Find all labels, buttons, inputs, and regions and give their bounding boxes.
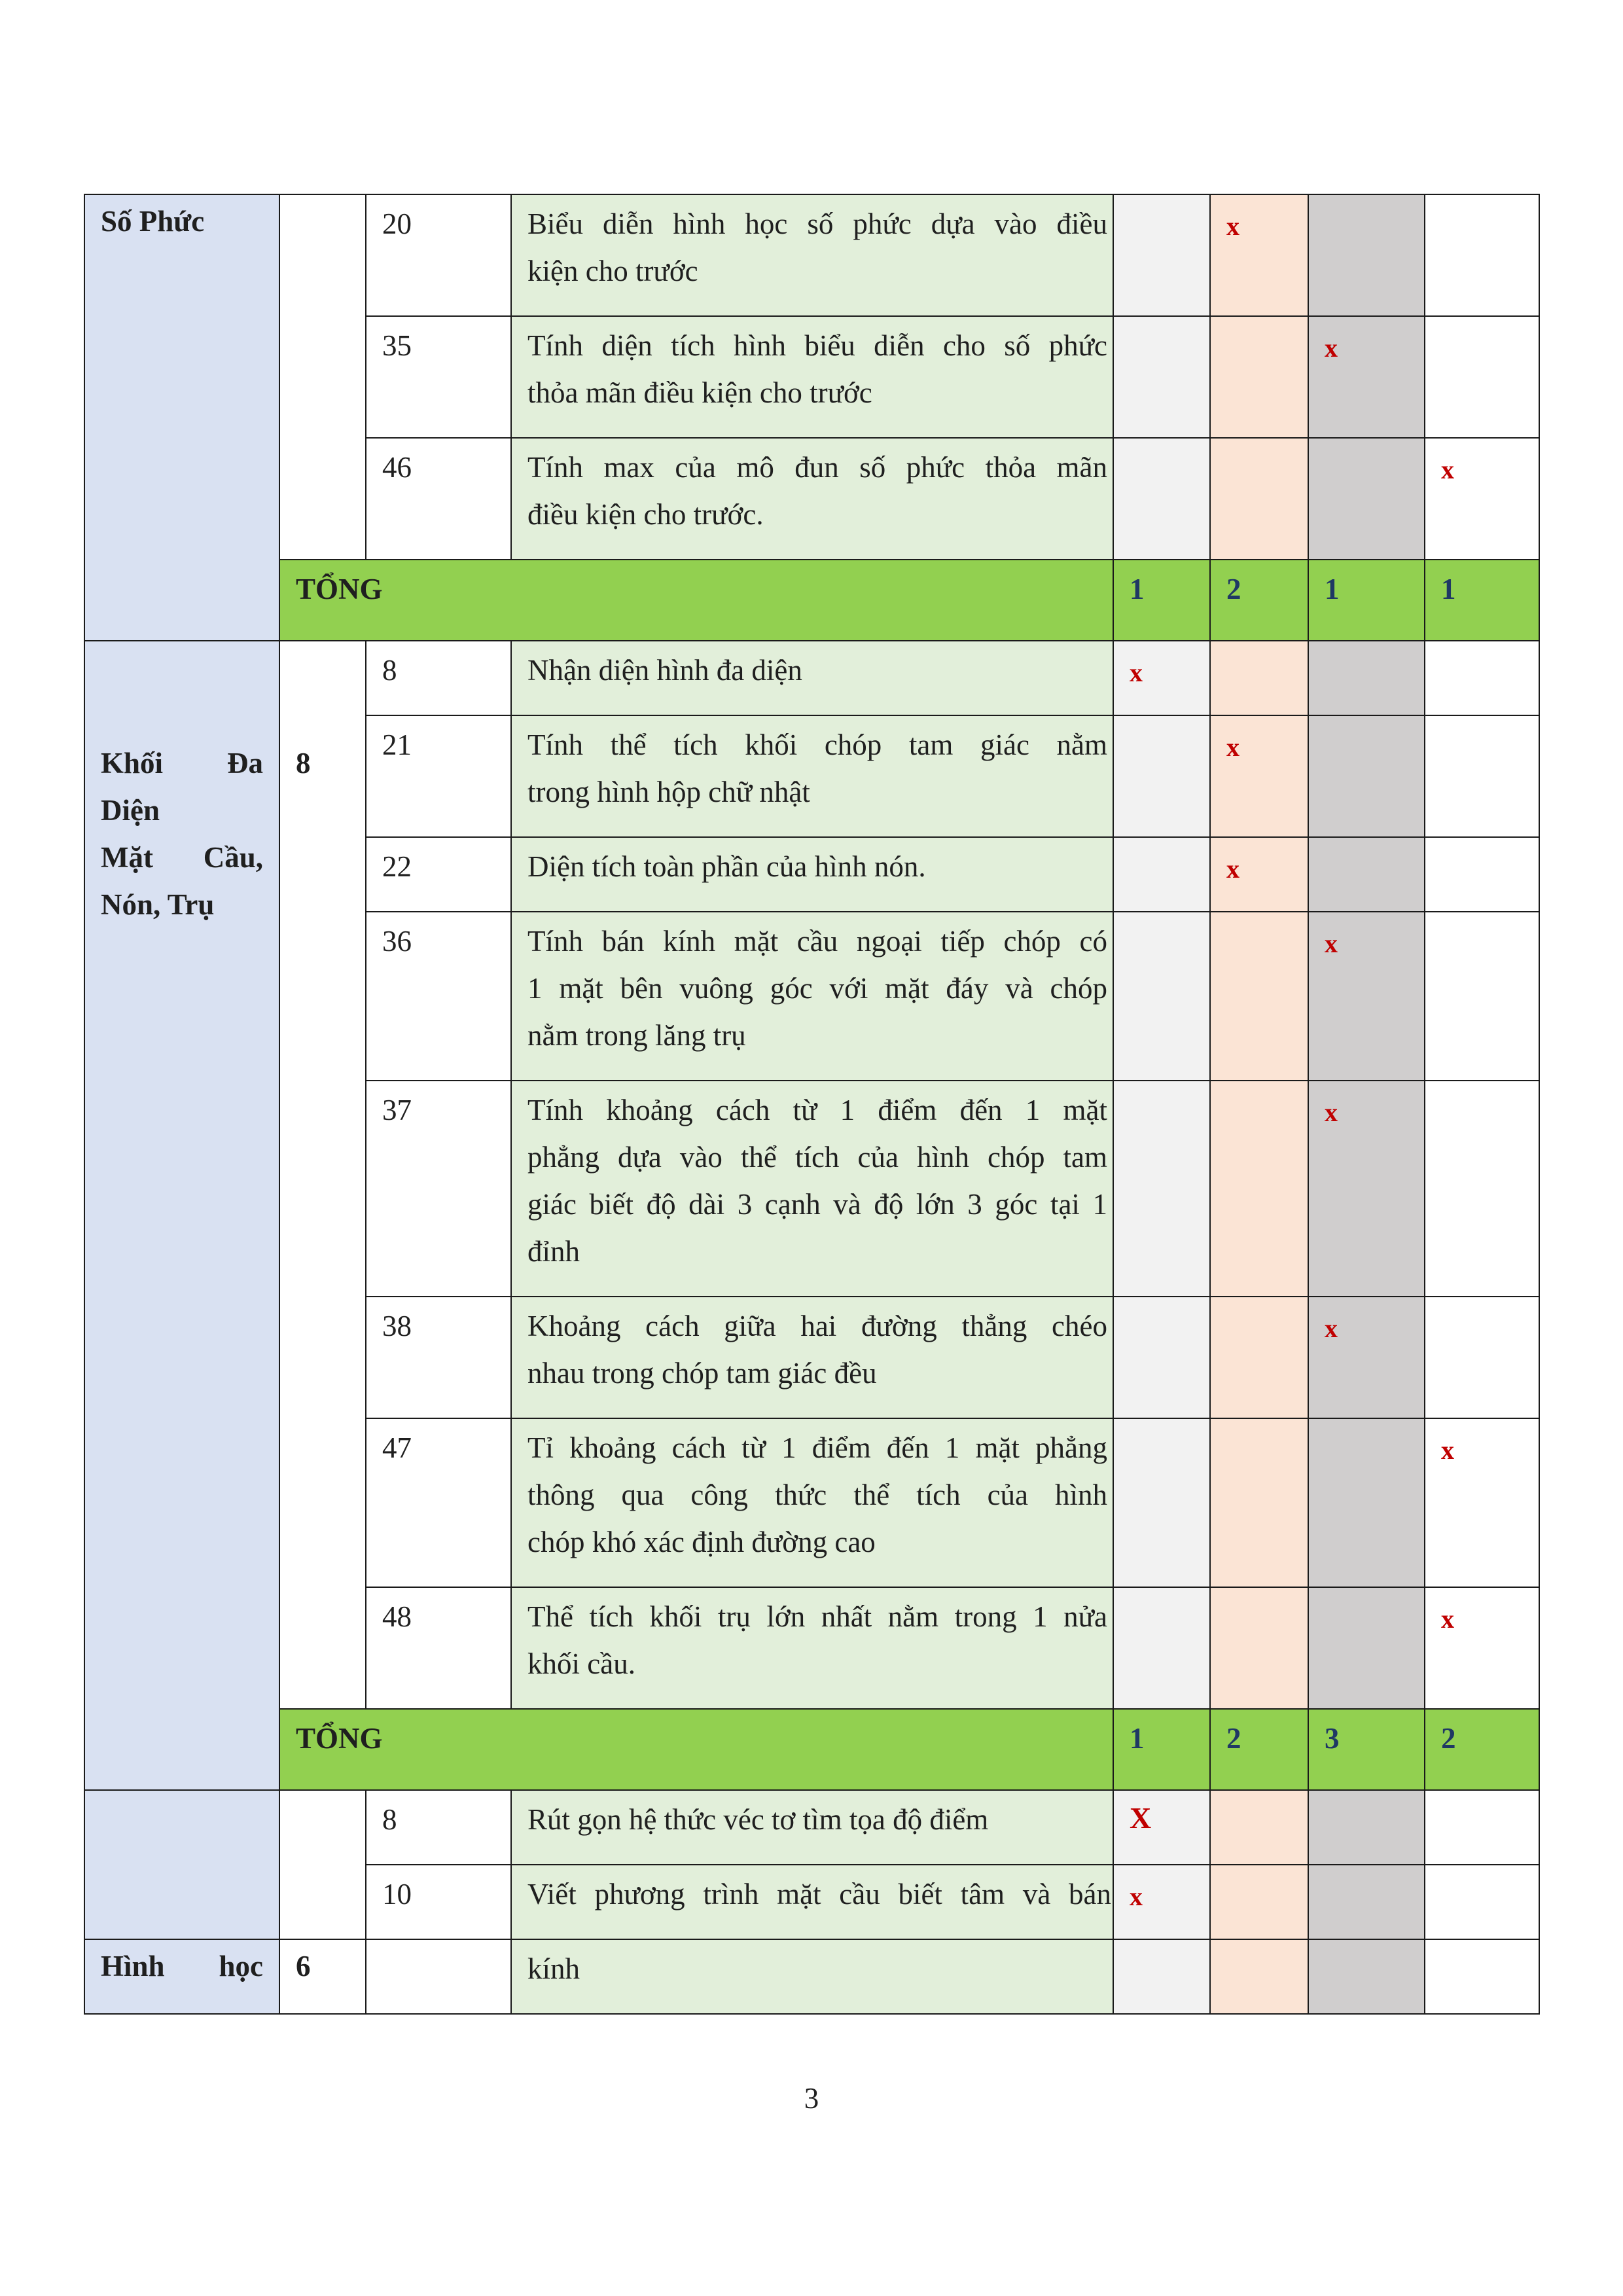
level-1-cell [1113,715,1210,837]
level-1-cell [1113,194,1210,316]
topic-cell [84,1939,279,2014]
question-description [511,641,1113,715]
description-line: Biểu diễn hình học số phức dựa vào điều [527,207,1107,240]
topic-cell [84,641,279,1790]
level-2-cell [1210,715,1308,837]
question-number: 8 [366,1790,511,1865]
total-level-4: 1 [1425,560,1539,641]
topic-line: Nón, Trụ [101,888,215,921]
question-number: 46 [366,438,511,560]
total-level-4: 2 [1425,1709,1539,1790]
question-number: 48 [366,1587,511,1709]
table-row [84,1790,1539,1865]
description-line: Rút gọn hệ thức véc tơ tìm tọa độ điểm [527,1803,989,1836]
topic-cell-continued [84,1790,279,1939]
description-line: chóp khó xác định đường cao [527,1526,876,1558]
question-description [511,1865,1113,1939]
total-label: TỔNG [279,560,1113,641]
question-number: 47 [366,1418,511,1587]
description-line: khối cầu. [527,1647,635,1680]
total-row [84,560,1539,641]
total-level-1: 1 [1113,1709,1210,1790]
total-level-3: 1 [1308,560,1425,641]
total-level-2: 2 [1210,1709,1308,1790]
description-line: đỉnh [527,1235,580,1268]
question-number: 37 [366,1081,511,1297]
level-mark: X [1130,1801,1152,1835]
page-number: 3 [804,2082,819,2115]
level-3-cell [1308,1418,1425,1587]
question-description [511,316,1113,438]
description-line: Tính thể tích khối chóp tam giác nằm [527,728,1107,761]
description-line: Viết phương trình mặt cầu biết tâm và bán [527,1878,1111,1910]
level-3-cell [1308,194,1425,316]
level-2-cell [1210,438,1308,560]
level-mark: x [1325,333,1338,363]
level-3-cell [1308,837,1425,912]
question-number [366,1939,511,2014]
question-count: 8 [279,641,366,1709]
total-level-2: 2 [1210,560,1308,641]
level-4-cell [1425,641,1539,715]
description-line: thông qua công thức thể tích của hình [527,1479,1107,1511]
level-3-cell [1308,438,1425,560]
level-mark: x [1441,455,1454,484]
level-1-cell [1113,1939,1210,2014]
total-label: TỔNG [279,1709,1113,1790]
description-line: nhau trong chóp tam giác đều [527,1357,877,1390]
level-mark: x [1325,1314,1338,1343]
level-4-cell [1425,1865,1539,1939]
description-line: Thể tích khối trụ lớn nhất nằm trong 1 nửa [527,1600,1107,1633]
table-row [84,641,1539,715]
level-1-cell [1113,912,1210,1081]
level-3-cell [1308,912,1425,1081]
level-3-cell [1308,1587,1425,1709]
level-1-cell [1113,837,1210,912]
description-line: 1 mặt bên vuông góc với mặt đáy và chóp [527,972,1107,1005]
question-description [511,715,1113,837]
topic-line: Diện [101,794,160,827]
description-line: giác biết độ dài 3 cạnh và độ lớn 3 góc tại 1 [527,1188,1107,1221]
level-3-cell [1308,641,1425,715]
description-line: điều kiện cho trước. [527,498,764,531]
level-3-cell [1308,316,1425,438]
question-number: 10 [366,1865,511,1939]
description-line: Tỉ khoảng cách từ 1 điểm đến 1 mặt phẳng [527,1431,1107,1464]
question-number: 8 [366,641,511,715]
level-4-cell [1425,1081,1539,1297]
level-1-cell [1113,1418,1210,1587]
level-1-cell [1113,1587,1210,1709]
total-level-3: 3 [1308,1709,1425,1790]
level-4-cell [1425,316,1539,438]
level-4-cell [1425,912,1539,1081]
level-4-cell [1425,438,1539,560]
question-number: 36 [366,912,511,1081]
description-line: Nhận diện hình đa diện [527,654,802,687]
question-description [511,1297,1113,1418]
level-2-cell [1210,641,1308,715]
count-cell [279,1790,366,1939]
level-3-cell [1308,1939,1425,2014]
count-cell [279,194,366,560]
level-4-cell [1425,715,1539,837]
question-description [511,1939,1113,2014]
level-3-cell [1308,1790,1425,1865]
question-description [511,1081,1113,1297]
description-line: Tính max của mô đun số phức thỏa mãn [527,451,1107,484]
topic-line [101,1943,263,1990]
level-mark: x [1226,211,1240,241]
description-line: phẳng dựa vào thể tích của hình chóp tam [527,1141,1107,1174]
level-mark: x [1325,1098,1338,1127]
description-line: Tính diện tích hình biểu diễn cho số phức [527,329,1107,362]
table-row [84,1939,1539,2014]
description-line: thỏa mãn điều kiện cho trước [527,376,872,409]
topic-word: Hình [101,1950,165,1982]
question-description [511,837,1113,912]
topic-line: Mặt Cầu, [101,841,263,874]
level-2-cell [1210,1587,1308,1709]
level-1-cell [1113,1297,1210,1418]
question-number: 21 [366,715,511,837]
question-description [511,194,1113,316]
level-1-cell [1113,316,1210,438]
level-4-cell [1425,1587,1539,1709]
level-4-cell [1425,1297,1539,1418]
level-2-cell [1210,1297,1308,1418]
level-2-cell [1210,1081,1308,1297]
question-number: 22 [366,837,511,912]
level-mark: x [1130,1882,1143,1911]
level-3-cell [1308,1297,1425,1418]
level-3-cell [1308,1081,1425,1297]
description-line: Khoảng cách giữa hai đường thẳng chéo [527,1310,1107,1342]
level-1-cell [1113,1081,1210,1297]
level-2-cell [1210,194,1308,316]
description-line: Diện tích toàn phần của hình nón. [527,850,926,883]
level-3-cell [1308,1865,1425,1939]
total-row [84,1709,1539,1790]
level-2-cell [1210,1865,1308,1939]
level-2-cell [1210,1418,1308,1587]
description-line: Tính bán kính mặt cầu ngoại tiếp chóp có [527,925,1107,958]
level-mark: x [1325,929,1338,958]
level-mark: x [1441,1435,1454,1465]
description-line: kính [527,1952,580,1985]
question-number: 38 [366,1297,511,1418]
level-mark: x [1226,732,1240,762]
question-description [511,1418,1113,1587]
question-number: 20 [366,194,511,316]
description-line: trong hình hộp chữ nhật [527,776,810,808]
level-2-cell [1210,1939,1308,2014]
level-1-cell [1113,438,1210,560]
level-4-cell [1425,194,1539,316]
topic-cell [84,194,279,641]
description-line: Tính khoảng cách từ 1 điểm đến 1 mặt [527,1094,1107,1126]
question-description [511,1587,1113,1709]
description-line: nằm trong lăng trụ [527,1019,746,1052]
level-1-cell [1113,1865,1210,1939]
question-description [511,438,1113,560]
description-line: kiện cho trước [527,255,698,287]
level-2-cell [1210,837,1308,912]
level-1-cell [1113,1790,1210,1865]
level-4-cell [1425,1790,1539,1865]
test-matrix-table [84,194,1540,2015]
level-mark: x [1226,854,1240,884]
question-description [511,912,1113,1081]
level-2-cell [1210,912,1308,1081]
level-4-cell [1425,837,1539,912]
total-level-1: 1 [1113,560,1210,641]
topic-line: Khối Đa [101,747,263,780]
level-2-cell [1210,1790,1308,1865]
level-2-cell [1210,316,1308,438]
level-mark: x [1130,658,1143,687]
level-mark: x [1441,1604,1454,1634]
topic-label: Số Phức [101,205,205,238]
table-row [84,194,1539,316]
question-number: 35 [366,316,511,438]
level-4-cell [1425,1418,1539,1587]
question-count: 6 [279,1939,366,2014]
topic-word: học [219,1950,263,1982]
level-4-cell [1425,1939,1539,2014]
level-3-cell [1308,715,1425,837]
level-1-cell [1113,641,1210,715]
question-description [511,1790,1113,1865]
